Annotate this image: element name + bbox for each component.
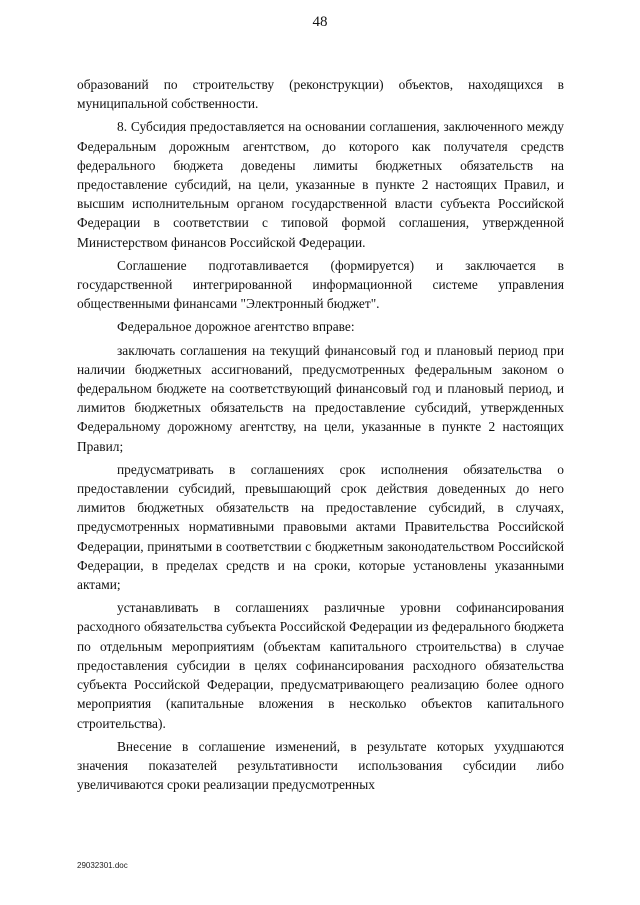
footer-filename: 29032301.doc — [77, 861, 128, 870]
document-body — [77, 75, 564, 798]
paragraph-3: Соглашение подготавливается (формируется) и заключается в государственной интегрированной информационной системе управления общественными финансами "Электронный бюджет". — [77, 257, 564, 312]
paragraph-4: Федеральное дорожное агентство вправе: — [117, 319, 355, 335]
paragraph-5: заключать соглашения на текущий финансовый год и плановый период при наличии бюджетных ассигнований, предусмотренных федеральным законом о федеральном бюджете на соответствующий финансовый год и плановый период, и лимитов бюджетных обязательств на предоставление субсидий, утвержденных Федеральному дорожному агентству, на цели, указанные в пункте 2 настоящих Правил; — [77, 342, 564, 454]
paragraph-7: устанавливать в соглашениях различные уровни софинансирования расходного обязательства субъекта Российской Федерации из федерального бюджета по отдельным мероприятиям (объектам капитального строительства) в случае предоставления субсидии в целях софинансирования расходного обязательства субъекта Российской Федерации, предусматривающего реализацию более одного мероприятия (капитальные вложения в несколько объектов капитального строительства). — [77, 600, 564, 731]
paragraph-8: Внесение в соглашение изменений, в результате которых ухудшаются значения показателей результативности использования субсидии либо увеличиваются сроки реализации предусмотренных — [77, 738, 564, 793]
paragraph-6: предусматривать в соглашениях срок исполнения обязательства о предоставлении субсидий, превышающий срок действия доведенных до него лимитов бюджетных обязательств на предоставление субсидий, в случаях, предусмотренных нормативными правовыми актами Правительства Российской Федерации, принятыми в соответствии с бюджетным законодательством Российской Федерации, в пределах средств и на сроки, которые установлены указанными актами; — [77, 461, 564, 593]
page-number: 48 — [312, 14, 328, 30]
paragraph-1: образований по строительству (реконструкции) объектов, находящихся в муниципальной собственности. — [77, 77, 564, 112]
paragraph-2: 8. Субсидия предоставляется на основании соглашения, заключенного между Федеральным дорожным агентством, до которого как получателя средств федерального бюджета доведены лимиты бюджетных обязательств на предоставление субсидий, на цели, указанные в пункте 2 настоящих Правил, и высшим исполнительным органом государственной власти субъекта Российской Федерации в соответствии с типовой формой соглашения, утвержденной Министерством финансов Российской Федерации. — [77, 119, 564, 250]
